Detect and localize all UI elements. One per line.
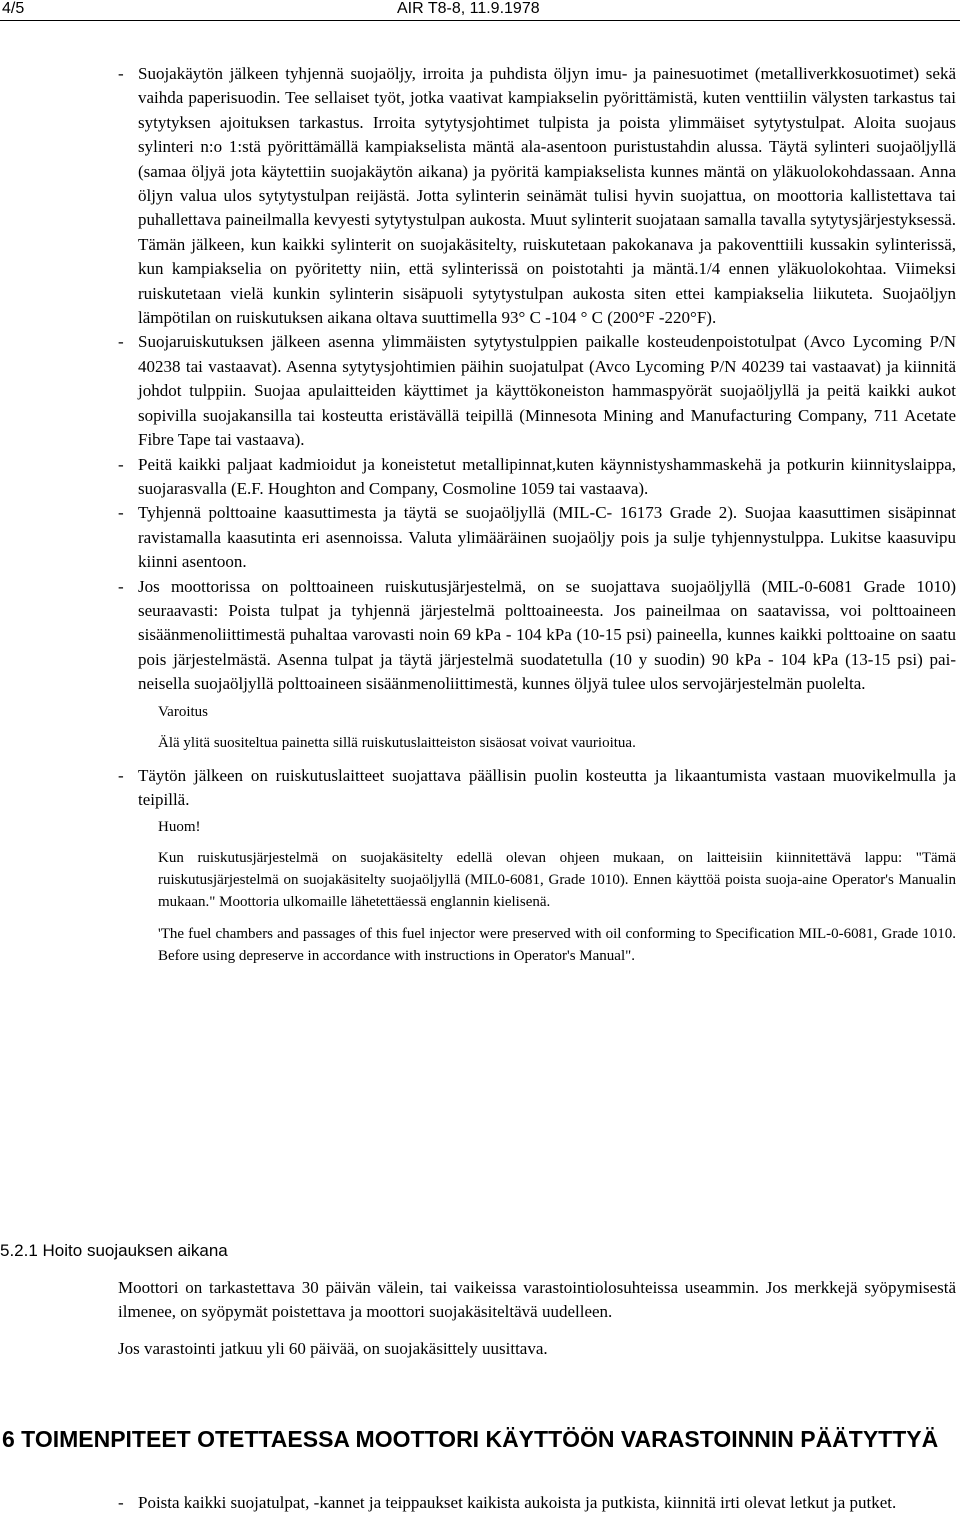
- notice-text-finnish: Kun ruiskutusjärjestelmä on suojakäsitelty edellä olevan ohjeen mukaan, on laitteisiin kiinnitettävä lappu: "Tämä ruiskutusjärjestelmä on suojakäsitelty suojaöljyllä (MIL0-6081, Grade 1010). Ennen käyttöä poista suoja-aine Operator's Manualin mukaan." Moottoria ulkomaille lähetettäessä englannin kielisenä.: [158, 850, 956, 911]
- page-header: [0, 0, 960, 18]
- section-heading: 5.2.1 Hoito suojauksen aikana: [0, 1241, 228, 1260]
- notice-title: Huom!: [158, 819, 201, 836]
- warning-note: [158, 701, 956, 754]
- list-item-text: Suojaruiskutuksen jälkeen asenna ylimmäisten sytytystulppien paikalle kosteudenpoistotulpat (Avco Lycoming P/N 40238 tai vastaavat). Asenna sytytysjohtimien päihin suojatulpat (Avco Lycoming P/N 40239 tai vastaavat) ja kiinnitä johdot tulppiin. Suojaa apulaitteiden käyttimet ja käyttökoneiston hammaspyörät suojaöljyllä ja peitä kaikki aukot sopivilla suojakansilla tai kosteutta eristävällä teipillä (Minnesota Mining and Manufacturing Company, 711 Acetate Fibre Tape tai vastaava).: [138, 332, 956, 450]
- list-dash: -: [118, 1493, 124, 1512]
- header-divider: [0, 20, 960, 21]
- list-item: [118, 1491, 956, 1515]
- list-item-text: Täytön jälkeen on ruiskutuslaitteet suojattava päällisin puolin kosteutta ja likaantumista vastaan muovikelmulla ja teipillä.: [138, 765, 956, 809]
- warning-text: Älä ylitä suositeltua painetta sillä ruiskutuslaitteiston sisäosat voivat vaurioitua.: [158, 734, 636, 751]
- chapter-heading: 6 TOIMENPITEET OTETTAESSA MOOTTORI KÄYTTÖÖN VARASTOINNIN PÄÄTYTTYÄ: [2, 1426, 939, 1452]
- section-paragraph: Jos varastointi jatkuu yli 60 päivää, on suojakäsittely uusittava.: [118, 1338, 548, 1358]
- list-dash: -: [118, 64, 124, 83]
- warning-title: Varoitus: [158, 703, 208, 720]
- list-item-text: Suojakäytön jälkeen tyhjennä suojaöljy, irroita ja puhdista öljyn imu- ja painesuotimet (metalliverkkosuotimet) sekä vaihda paperisuodin. Tee sellaiset työt, jotka vaativat kampiakselin pyörittämistä, kuten venttiilin välysten tarkastus tai sytytyksen ajoituksen tarkastus. Irroita sytytysjohtimet tulpista ja poista ylimmäiset sytytystulpat. Aloita suojaus sylinteri n:o 1:stä pyörittämällä kampiakselista mäntä ala-asentoon puristustahdin alussa. Täytä sylinteri suojaöljyllä (samaa öljyä jota käytettiin suojakäytön aikana) ja pyöritä kampiakselista kunnes mäntä on yläkuolokohdassaan. Anna öljyn valua ulos sytytystulpan reijästä. Jotta sylinterin seinämät tulisi hyvin suojattua, on moottoria kallistettava tai puhallettava paineilmalla kevyesti sytytystulpan aukosta. Muut sylinterit suojataan samalla tavalla sytytysjärjestyksessä. Tämän jälkeen, kun kaikki sylinterit on suojakäsitelty, ruiskutetaan pakokanava ja pakoventtiili kussakin sylinterissä, kun kampiakselia on pyöritetty niin, että sylinterissä on poistotahti ja mäntä.1/4 ennen yläkuolokohtaa. Viimeksi ruiskutetaan vielä kunkin sylinterin sisäpuoli sytytystulpan aukosta siten ettei kampiakselia liikuteta. Suojaöljyn lämpötilan on ruiskutuksen aikana oltava suuttimella 93° C -104 ° C (200°F -220°F).: [138, 64, 956, 328]
- list-dash: -: [118, 765, 124, 785]
- list-item-text: Peitä kaikki paljaat kadmioidut ja koneistetut metallipinnat,kuten käynnistyshammaskehä ja potkurin kiinnityslaippa, suojarasvalla (E.F. Houghton and Company, Cosmoline 1059 tai vastaava).: [138, 454, 956, 498]
- list-dash: -: [118, 576, 124, 596]
- list-item-text: Jos moottorissa on polttoaineen ruiskutusjärjestelmä, on se suojattava suojaöljyllä (MIL-0-6081 Grade 1010) seuraavasti: Poista tulpat ja tyhjennä järjestelmä polttoaineesta. Jos paineilmaa on saatavissa, voi polttoaineen sisäänmenoliittimestä puhaltaa varovasti noin 69 kPa - 104 kPa (10-15 psi) paineella, kunnes kaikki polttoaine on saatu pois järjestelmästä. Asenna tulpat ja täytä järjestelmä suodatetulla (10 y suodin) 90 kPa - 104 kPa (13-15 psi) paineisella suojaöljyllä polttoaineen sisäänmenoliittimestä, kunnes öljyä tulee ulos servojärjestelmän puolelta.: [138, 576, 956, 694]
- main-content: [118, 62, 956, 977]
- notice-text-english: 'The fuel chambers and passages of this fuel injector were preserved with oil conforming to Specification MIL-0-6081, Grade 1010. Before using depreserve in accordance with instructions in Operator's Manual".: [158, 926, 956, 965]
- document-reference: AIR T8-8, 11.9.1978: [397, 0, 540, 17]
- list-item: [118, 62, 956, 330]
- section-paragraph: Moottori on tarkastettava 30 päivän välein, tai vaikeissa varastointiolosuhteissa useammin. Jos merkkejä syöpymisestä ilmenee, on syöpymät poistettava ja moottori suojakäsiteltävä uudelleen.: [118, 1278, 956, 1322]
- list-item: [118, 330, 956, 452]
- list-dash: -: [118, 454, 124, 474]
- list-item: [118, 764, 956, 813]
- list-item-text: Poista kaikki suojatulpat, -kannet ja teippaukset kaikista aukoista ja putkista, kiinnitä irti olevat letkut ja putket.: [138, 1493, 897, 1512]
- list-item: [118, 453, 956, 502]
- list-item-text: Tyhjennä polttoaine kaasuttimesta ja täytä se suojaöljyllä (MIL-C- 16173 Grade 2). Suojaa kaasuttimen sisäpinnat ravistamalla kaasutinta eri asennoissa. Valuta ylimääräinen suojaöljy pois ja sulje tyhjennystulppa. Lukitse kaasuvipu kiinni asentoon.: [138, 503, 956, 572]
- list-item: [118, 501, 956, 574]
- section-body: [118, 1276, 956, 1373]
- list-dash: -: [118, 503, 124, 523]
- list-item: [118, 575, 956, 697]
- page-number: 4/5: [2, 0, 25, 17]
- list-dash: -: [118, 332, 124, 352]
- chapter-body: [118, 1491, 956, 1515]
- notice-note: [158, 816, 956, 967]
